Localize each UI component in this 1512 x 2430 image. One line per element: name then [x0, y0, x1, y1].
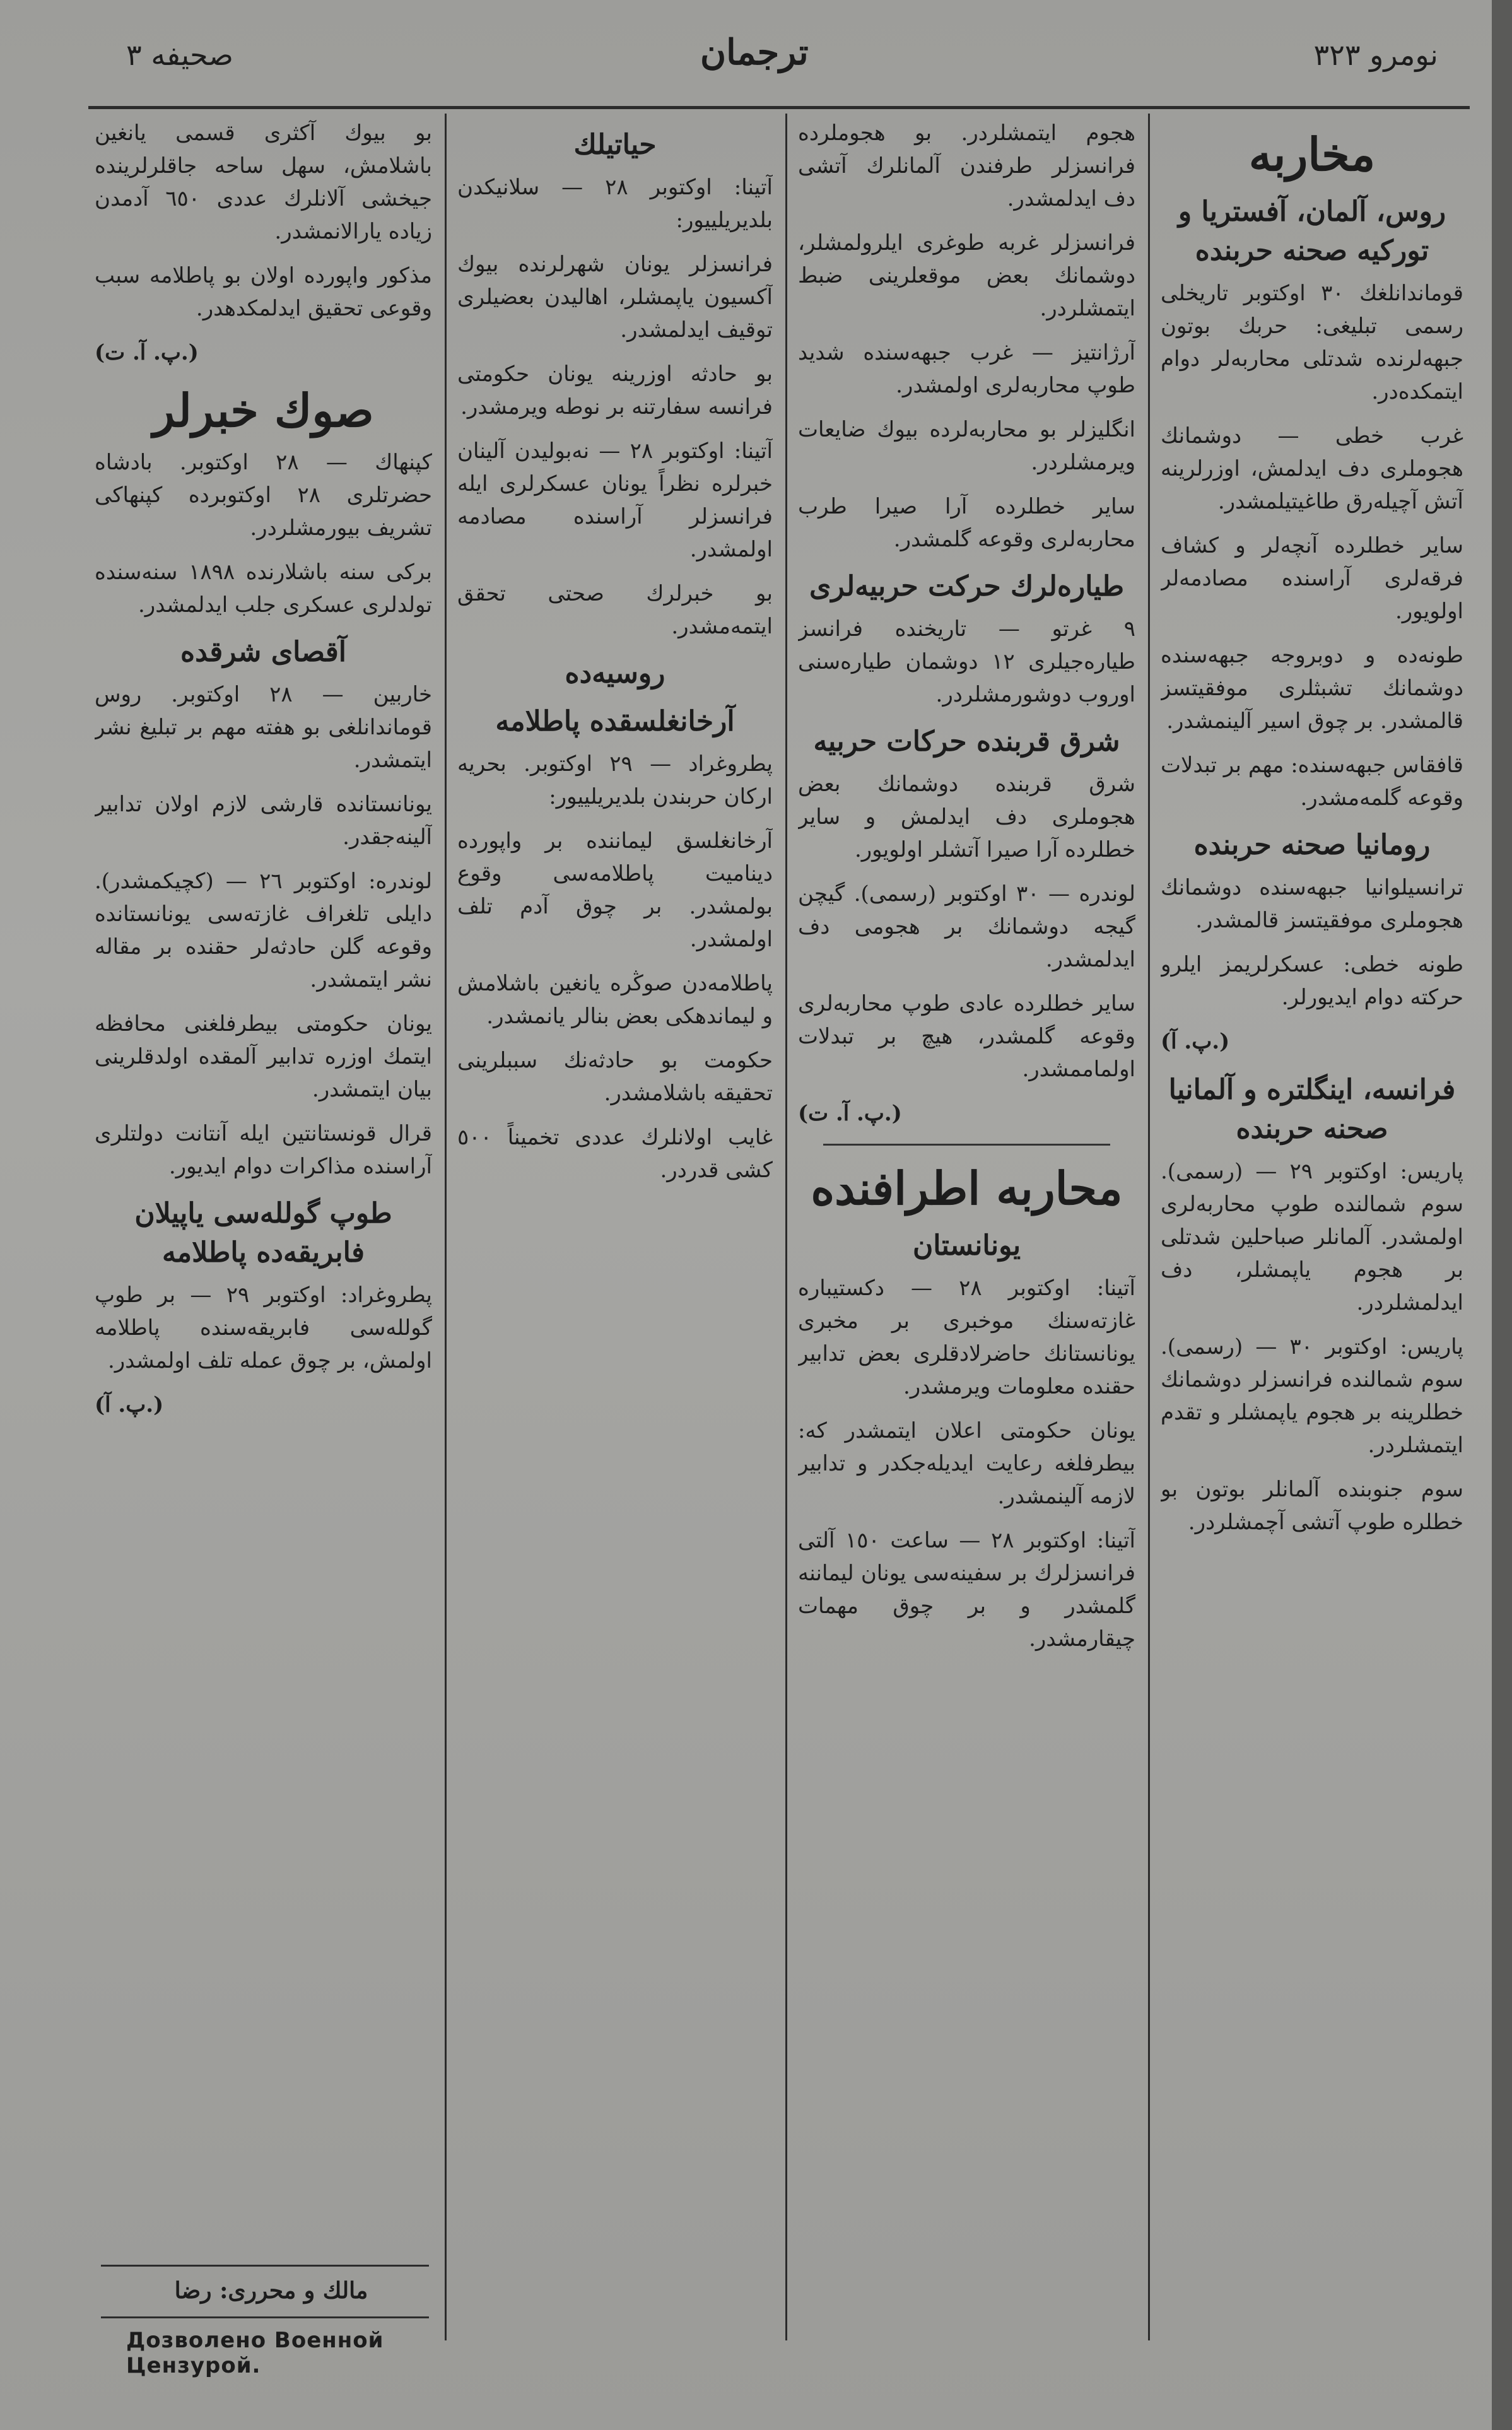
- paragraph: لوندره: اوكتوبر ٢٦ — (كچيكمشدر). دايلى تلغراف غازته‌سى يونانستانده وقوعه گلن حادثه‌لر حقنده بر مقاله نشر ايتمشدر.: [95, 869, 432, 992]
- paragraph: سوم جنوبنده آلمانلر بوتون بو خطلره طوپ آتشى آچمشلردر.: [1161, 1477, 1463, 1535]
- section-subheading: يونانستان: [912, 1230, 1021, 1262]
- footer-rule: [101, 2265, 429, 2267]
- issue-number: نومرو ٣٢٣: [1313, 38, 1438, 72]
- paragraph: پطروغراد: اوكتوبر ٢٩ — بر طوپ گولله‌سى فابريقه‌سنده پاطلامه اولمش، بر چوق عمله تلف اولمشدر.: [95, 1282, 432, 1373]
- column-divider: [1148, 114, 1150, 2340]
- paragraph: پاطلامه‌دن صوڭره يانغين باشلامش و ليماندهكى بعض بنالر يانمشدر.: [457, 971, 773, 1029]
- paragraph: ٩ غرتو — تاريخنده فرانسز طياره‌جيلرى ١٢ دوشمان طياره‌سنى اوروب دوشورمشلردر.: [798, 616, 1135, 707]
- section-subheading: رومانيا صحنه حربنده: [1193, 829, 1431, 861]
- paragraph: ساير خطلرده عادى طوپ محاربه‌لرى وقوعه گلمشدر، هيچ بر تبدلات اولماممشدر.: [798, 991, 1135, 1082]
- paragraph: مذكور واپورده اولان بو پاطلامه سبب وقوعى تحقيق ايدلمكدهدر.: [95, 263, 432, 321]
- section-subheading: آرخانغلسقده پاطلامه: [495, 705, 735, 737]
- column-divider: [445, 114, 447, 2340]
- page-number: صحيفه ٣: [126, 38, 233, 72]
- column-2: [798, 117, 1135, 2394]
- paragraph: يونان حكومتى بيطرفلغنى محافظه ايتمك اوزره تدابير آلمقده اولدقلرينى بيان ايتمشدر.: [95, 1011, 432, 1102]
- paragraph: حكومت بو حادثه‌نك سببلرينى تحقيقه باشلامشدر.: [457, 1048, 773, 1106]
- section-heading: مخاربه: [1248, 127, 1376, 181]
- section-heading: محاربه اطرافنده: [811, 1161, 1123, 1215]
- column-divider: [785, 114, 787, 2340]
- agency-signature: (پ. آ.): [95, 1392, 164, 1418]
- section-subheading: روس، آلمان، آفستريا و توركيه صحنه حربنده: [1178, 196, 1446, 267]
- section-subheading: فرانسه، اينگلتره و آلمانيا صحنه حربنده: [1168, 1074, 1456, 1145]
- paragraph: آرخانغلسق ليماننده بر واپورده ديناميت پاطلامه‌سى وقوع بولمشدر. بر چوق آدم تلف اولمشدر.: [457, 828, 773, 952]
- paragraph: طونه‌ده و دوبروجه جبهه‌سنده دوشمانك تشبثلرى موفقيتسز قالمشدر. بر چوق اسير آلينمشدر.: [1161, 643, 1463, 734]
- paragraph: قوماندانلغك ٣٠ اوكتوبر تاريخلى رسمى تبليغى: حربك بوتون جبهه‌لرنده شدتلى محاربه‌لر دوام ايتمكده‌در.: [1161, 281, 1463, 404]
- section-heading: صوك خبرلر: [153, 384, 374, 437]
- paragraph: آتينا: اوكتوبر ٢٨ — دكستيباره غازته‌سنك موخبرى بر مخبرى يونانستانك حاضرلادقلرى بعض تدابير حقنده معلومات ويرمشدر.: [798, 1276, 1135, 1399]
- paragraph: آتينا: اوكتوبر ٢٨ — ساعت ١٥٠ آلتى فرانسزلرك بر سفينه‌سى يونان ليماننه گلمشدر و بر چوق مهمات چيقارمشدر.: [798, 1528, 1135, 1652]
- paragraph: غرب خطى — دوشمانك هجوملرى دف ايدلمش، اوزرلرينه آتش آچيله‌رق طاغيتيلمشدر.: [1161, 423, 1463, 514]
- agency-signature: (پ. آ. ت.): [95, 340, 199, 365]
- paragraph: بو خبرلرك صحتى تحقق ايتمه‌مشدر.: [457, 581, 773, 639]
- page-header: [76, 25, 1463, 95]
- paragraph: خاربين — ٢٨ اوكتوبر. روس قوماندانلغى بو هفته مهم بر تبليغ نشر ايتمشدر.: [95, 682, 432, 773]
- publisher-line: مالك و محررى: رضا: [174, 2277, 368, 2304]
- column-4: [95, 117, 432, 2262]
- column-3: [457, 117, 773, 2394]
- paragraph: قرال قونستانتين ايله آنتانت دولتلرى آراسنده مذاكرات دوام ايديور.: [95, 1121, 432, 1179]
- paragraph: آرژانتيز — غرب جبهه‌سنده شديد طوپ محاربه‌لرى اولمشدر.: [798, 340, 1135, 398]
- paragraph: طونه خطى: عسكرلريمز ايلرو حركته دوام ايديورلر.: [1161, 952, 1463, 1010]
- paragraph: يونان حكومتى اعلان ايتمشدر كه: بيطرفلغه رعايت ايديله‌جكدر و تدابير لازمه آلينمشدر.: [798, 1418, 1135, 1509]
- paragraph: انگليزلر بو محاربه‌لرده بيوك ضايعات ويرمشلردر.: [798, 417, 1135, 475]
- paragraph: لوندره — ٣٠ اوكتوبر (رسمى). گيچن گيجه دوشمانك بر هجومى دف ايدلمشدر.: [798, 881, 1135, 972]
- paragraph: پطروغراد — ٢٩ اوكتوبر. بحريه اركان حربندن بلديريلييور:: [457, 751, 773, 809]
- paragraph: يونانستانده قارشى لازم اولان تدابير آلينه‌جقدر.: [95, 792, 432, 850]
- paragraph: بركى سنه باشلارنده ١٨٩٨ سنه‌سنده تولدلرى عسكرى جلب ايدلمشدر.: [95, 560, 432, 618]
- section-heading: روسيه‌ده: [565, 657, 665, 690]
- column-1: [1161, 117, 1463, 2394]
- paragraph: قافقاس جبهه‌سنده: مهم بر تبدلات وقوعه گلمه‌مشدر.: [1161, 753, 1463, 811]
- paragraph: كپنهاك — ٢٨ اوكتوبر. بادشاه حضرتلرى ٢٨ اوكتوبرده كپنهاكى تشريف بيورمشلردر.: [95, 450, 432, 541]
- paragraph: شرق قربنده دوشمانك بعض هجوملرى دف ايدلمش و ساير خطلرده آرا صيرا آتشلر اولويور.: [798, 772, 1135, 862]
- header-rule: [88, 106, 1470, 109]
- agency-signature: (پ. آ. ت.): [798, 1101, 902, 1126]
- agency-signature: (پ. آ.): [1161, 1029, 1230, 1054]
- footer-rule: [101, 2316, 429, 2318]
- paragraph: ساير خطلرده آنچه‌لر و كشاف فرقه‌لرى آراسنده مصادمه‌لر اولويور.: [1161, 533, 1463, 624]
- censor-note: Дозволено Военной Цензурой.: [126, 2328, 384, 2378]
- section-separator: [823, 1144, 1110, 1146]
- paragraph: ساير خطلرده آرا صيرا طرب محاربه‌لرى وقوعه گلمشدر.: [798, 494, 1135, 552]
- paragraph: آتينا: اوكتوبر ٢٨ — سلانيكدن بلديريلييور:: [457, 175, 773, 233]
- paragraph: آتينا: اوكتوبر ٢٨ — نه‌بوليدن آلينان خبرلره نظراً يونان عسكرلرى ايله فرانسزلر آراسنده مصادمه اولمشدر.: [457, 438, 773, 562]
- masthead-title: ترجمان: [700, 32, 809, 73]
- paragraph: ترانسيلوانيا جبهه‌سنده دوشمانك هجوملرى موفقيتسز قالمشدر.: [1161, 875, 1463, 933]
- paragraph: فرانسزلر يونان شهرلرنده بيوك آكسيون ياپمشلر، اهاليدن بعضيلرى توقيف ايدلمشدر.: [457, 252, 773, 343]
- paragraph: غايب اولانلرك عددى تخميناً ٥٠٠ كشى قدردر.: [457, 1125, 773, 1183]
- section-heading: حياتيلك: [573, 129, 657, 161]
- paragraph: پاريس: اوكتوبر ٢٩ — (رسمى). سوم شمالنده طوپ محاربه‌لرى اولمشدر. آلمانلر صباحلين شدتلى بر هجوم ياپمشلر، دف ايدلمشلردر.: [1161, 1159, 1463, 1315]
- paragraph: هجوم ايتمشلردر. بو هجوملرده فرانسزلر طرفندن آلمانلرك آتشى دف ايدلمشدر.: [798, 120, 1135, 211]
- section-subheading: طياره‌لرك حركت حربيه‌لرى: [809, 570, 1124, 602]
- section-subheading: طوپ گولله‌سى ياپيلان فابريقه‌ده پاطلامه: [134, 1197, 392, 1269]
- paragraph: پاريس: اوكتوبر ٣٠ — (رسمى). سوم شمالنده فرانسزلر دوشمانك خطلرينه بر هجوم ياپمشلر و تقدم ايتمشلردر.: [1161, 1334, 1463, 1458]
- paragraph: بو بيوك آكثرى قسمى يانغين باشلامش، سهل ساحه جاقلرلرينده جيخشى آلانلرك عددى ٦٥٠ آدمدن زياده يارالانمشدر.: [95, 120, 432, 244]
- section-subheading: آقصاى شرقده: [180, 636, 346, 668]
- section-subheading: شرق قربنده حركات حربيه: [813, 725, 1120, 758]
- paragraph: فرانسزلر غربه طوغرى ايلرولمشلر، دوشمانك بعض موقعلرينى ضبط ايتمشلردر.: [798, 230, 1135, 321]
- paragraph: بو حادثه اوزرينه يونان حكومتى فرانسه سفارتنه بر نوطه ويرمشدر.: [457, 361, 773, 420]
- page-edge: [1492, 0, 1512, 2430]
